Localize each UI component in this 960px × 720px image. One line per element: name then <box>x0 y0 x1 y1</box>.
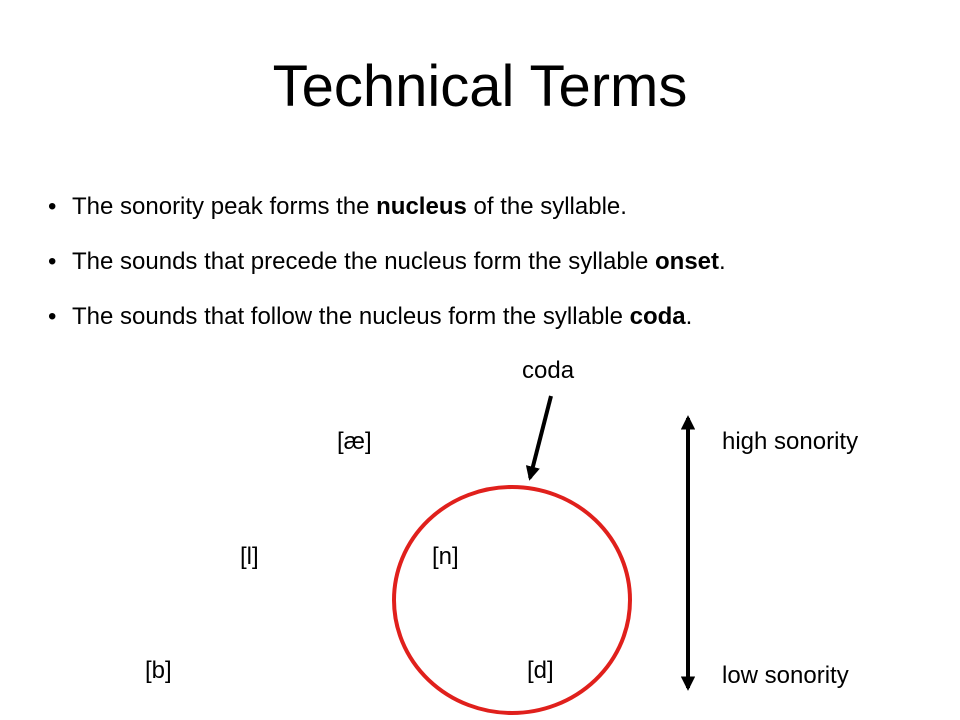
term-coda: coda <box>629 303 686 330</box>
term-onset: onset <box>655 248 720 275</box>
coda-label: coda <box>522 357 575 384</box>
segment-ae: [æ] <box>337 428 372 455</box>
bullet-text-end: of the syllable. <box>466 193 627 220</box>
segment-b: [b] <box>145 657 172 684</box>
segment-d: [d] <box>527 657 554 684</box>
bullet-marker: • <box>48 193 57 220</box>
bullet-text: The sounds that precede the nucleus form the syllable <box>72 248 656 275</box>
low-sonority-label: low sonority <box>722 662 849 689</box>
segment-l: [l] <box>240 543 259 570</box>
coda-circle <box>394 487 630 713</box>
coda-pointer-arrow <box>530 396 551 478</box>
high-sonority-label: high sonority <box>722 428 859 455</box>
bullet-text-end: . <box>685 303 693 330</box>
bullet-text: The sounds that follow the nucleus form the syllable <box>72 303 630 330</box>
slide-title: Technical Terms <box>272 54 688 119</box>
segment-n: [n] <box>432 543 459 570</box>
term-nucleus: nucleus <box>376 193 467 220</box>
bullet-marker: • <box>48 303 57 330</box>
bullet-marker: • <box>48 248 57 275</box>
bullet-text: The sonority peak forms the <box>72 193 377 220</box>
bullet-text-end: . <box>719 248 726 275</box>
